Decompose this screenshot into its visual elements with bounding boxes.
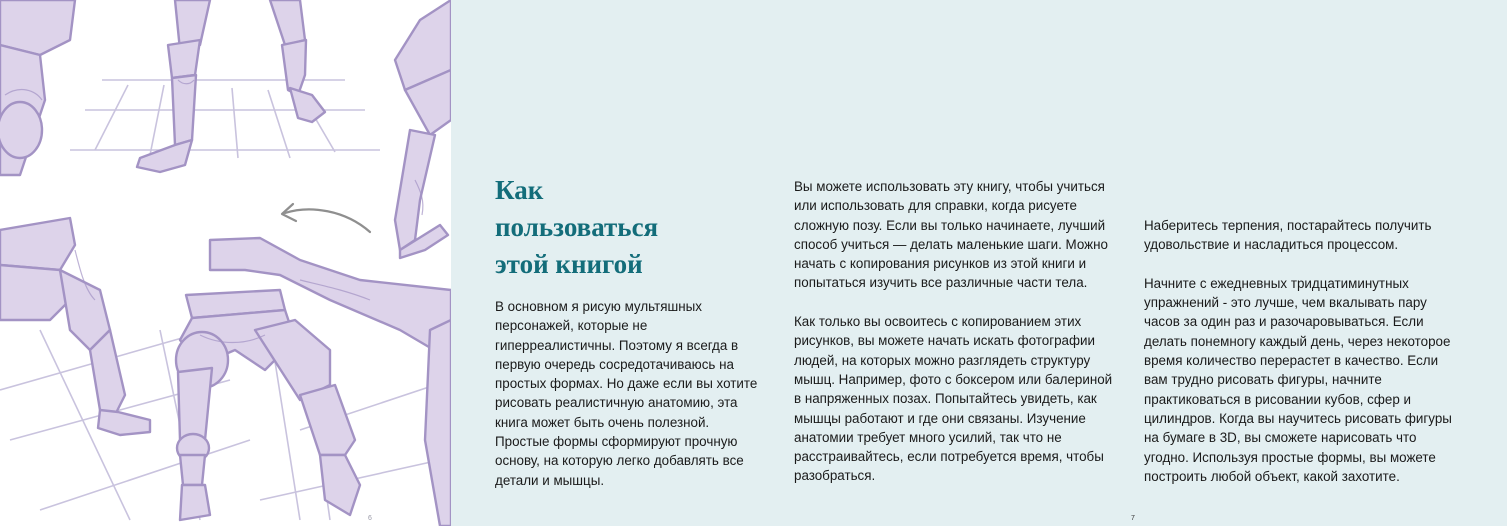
paragraph: Наберитесь терпения, постарайтесь получить удовольствие и насладиться процессом. (1144, 218, 1432, 253)
page-title (495, 172, 755, 283)
figure-shapes (0, 0, 451, 526)
text-column-1 (495, 297, 767, 490)
paragraph: В основном я рисую мультяшных персонажей, которые не гиперреалистичны. Поэтому я всегда в первую очередь сосредотачиваюсь на простых формах. Но даже если вы хотите рисовать реалистичную анатомию, эта книга может быть очень полезной. Простые формы сформируют прочную основу, на которую легко добавлять все детали и мышцы. (495, 299, 758, 488)
right-page (451, 0, 1507, 526)
page-number-right: 7 (1131, 515, 1135, 522)
paragraph: Вы можете использовать эту книгу, чтобы учиться или использовать для справки, когда рисуете сложную позу. Если вы только начинаете, лучший способ учиться — делать маленькие шаги. Можно начать с копирования рисунков из этой книги и попытаться изучить все различные части тела. (794, 179, 1108, 291)
left-page (0, 0, 451, 526)
title-line: Как (495, 175, 544, 205)
paragraph: Начните с ежедневных тридцатиминутных упражнений - это лучше, чем вкалывать пару часов за один раз и разочаровываться. Если делать понемногу каждый день, через некоторое время количество перерастет в качество. Если вам трудно рисовать фигуры, начните практиковаться в рисовании кубов, сфер и цилиндров. Когда вы научитесь рисовать фигуры на бумаге в 3D, вы сможете нарисовать что угодно. Используя простые формы, вы можете построить любой объект, какой захотите. (1144, 275, 1452, 484)
text-column-2 (794, 177, 1114, 486)
title-line: пользоваться (495, 212, 659, 242)
anatomy-sketch-legs-icon (0, 0, 451, 526)
motion-arrow-icon (282, 204, 370, 232)
text-column-3 (1144, 216, 1464, 486)
title-line: этой книгой (495, 249, 643, 279)
page-number-left: 6 (368, 515, 372, 522)
paragraph: Как только вы освоитесь с копированием этих рисунков, вы можете начать искать фотографии людей, на которых можно разглядеть структуру мышц. Например, фото с боксером или балериной в напряженных позах. Попытайтесь увидеть, как мышцы работают и где они связаны. Изучение анатомии требует много усилий, так что не расстраивайтесь, если потребуется время, чтобы разобраться. (794, 314, 1113, 484)
